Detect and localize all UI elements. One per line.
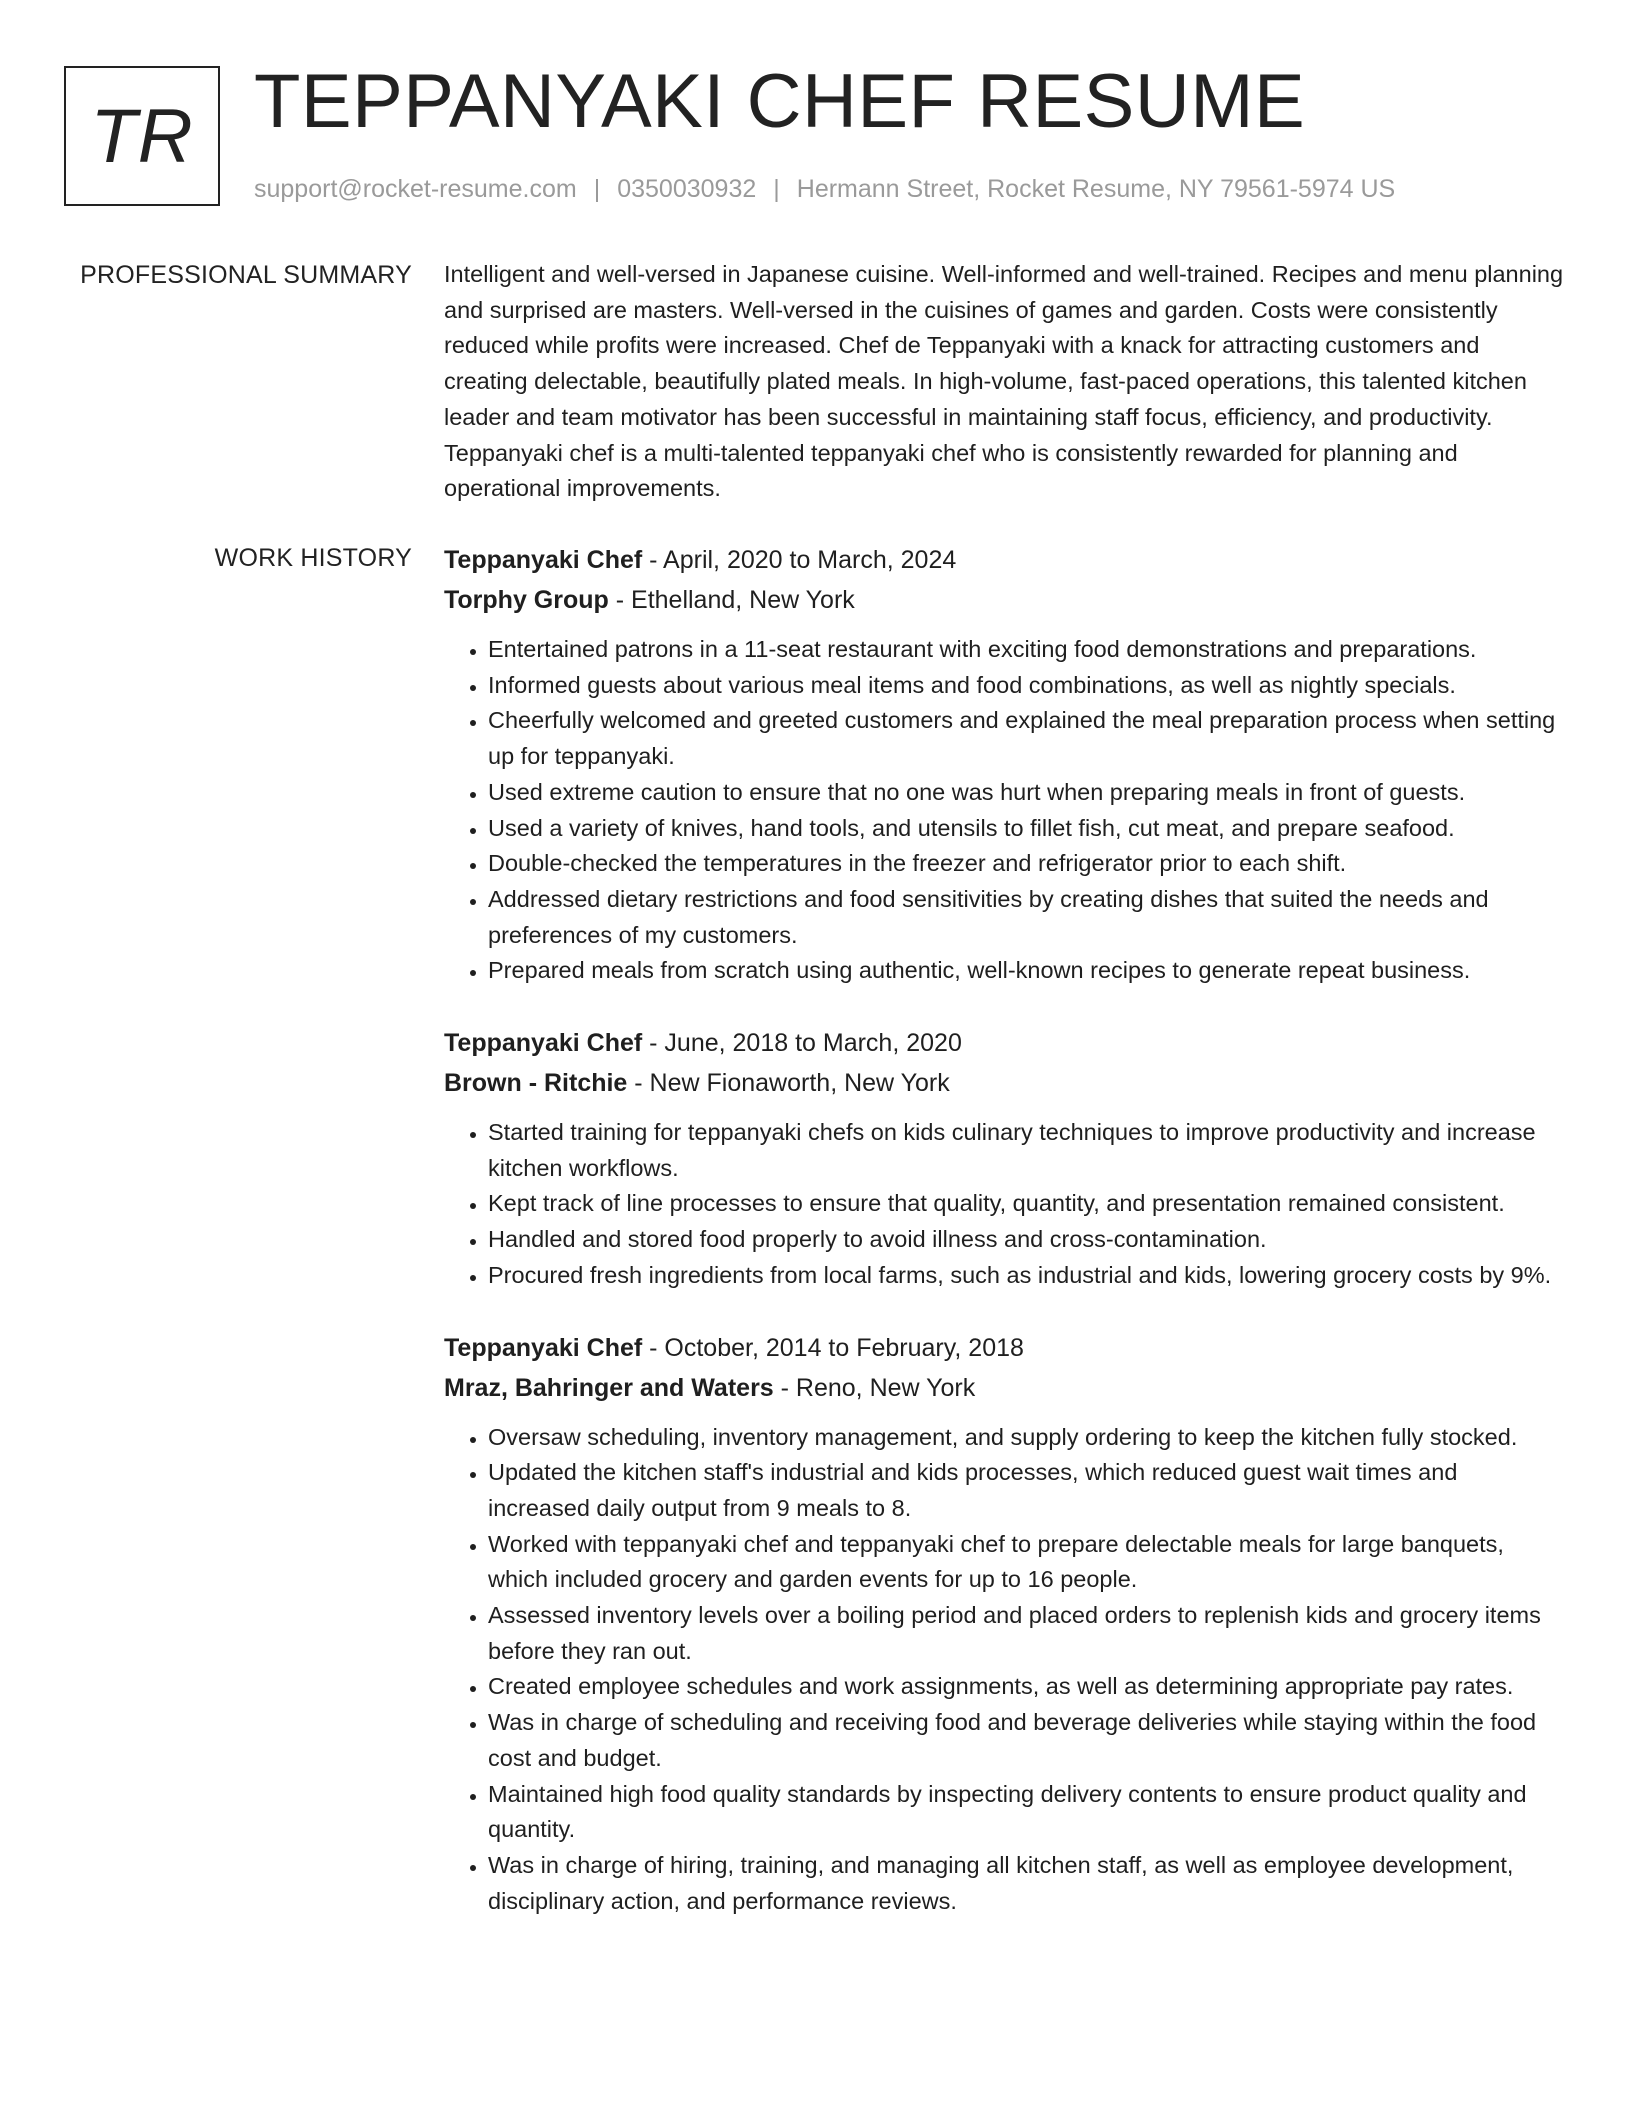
job-bullet: • Procured fresh ingredients from local farms, such as industrial and kids, lowering grocery costs by 9%.: [488, 1258, 1564, 1294]
job-bullet: • Was in charge of hiring, training, and managing all kitchen staff, as well as employee development, disciplinary action, and performance reviews.: [488, 1848, 1564, 1919]
job-location: - New Fionaworth, New York: [627, 1069, 950, 1098]
resume-title: TEPPANYAKI CHEF RESUME: [254, 59, 1306, 144]
monogram-badge: [64, 66, 220, 206]
job-company-line: [444, 1063, 1564, 1103]
job-bullet-list: [444, 632, 1564, 989]
contact-line: [254, 172, 1395, 206]
job-bullet: • Informed guests about various meal items and food combinations, as well as nightly specials.: [488, 668, 1564, 704]
job-title-line: [444, 1328, 1564, 1368]
job-title-line: [444, 540, 1564, 580]
job-bullet: • Prepared meals from scratch using authentic, well-known recipes to generate repeat business.: [488, 953, 1564, 989]
contact-address: Hermann Street, Rocket Resume, NY 79561-5974 US: [796, 175, 1396, 203]
job-company: Brown - Ritchie: [444, 1069, 628, 1098]
job-bullet: • Used a variety of knives, hand tools, and utensils to fillet fish, cut meat, and prepare seafood.: [488, 811, 1564, 847]
job-company-line: [444, 1368, 1564, 1408]
job-bullet: • Oversaw scheduling, inventory management, and supply ordering to keep the kitchen fully stocked.: [488, 1420, 1564, 1456]
contact-email: support@rocket-resume.com: [254, 175, 577, 203]
job-bullet-list: [444, 1420, 1564, 1920]
contact-separator: |: [593, 175, 601, 203]
summary-text: Intelligent and well-versed in Japanese cuisine. Well-informed and well-trained. Recipes and menu planning and surprised are masters. Well-versed in the cuisines of games and garden. Costs were consistently reduced while profits were increased. Chef de Teppanyaki with a knack for attracting customers and creating delectable, beautifully plated meals. In high-volume, fast-paced operations, this talented kitchen leader and team motivator has been successful in maintaining staff focus, efficiency, and productivity. Teppanyaki chef is a multi-talented teppanyaki chef who is consistently rewarded for planning and operational improvements.: [444, 261, 1564, 502]
job-location: - Ethelland, New York: [608, 586, 855, 614]
job-bullet: • Kept track of line processes to ensure that quality, quantity, and presentation remained consistent.: [488, 1186, 1564, 1222]
job-bullet: • Used extreme caution to ensure that no one was hurt when preparing meals in front of guests.: [488, 775, 1564, 811]
section-heading-summary: PROFESSIONAL SUMMARY: [80, 261, 412, 289]
job-bullet: • Created employee schedules and work assignments, as well as determining appropriate pay rates.: [488, 1669, 1564, 1705]
work-history-list: [444, 540, 1564, 1953]
monogram-initials: TR: [90, 93, 194, 179]
job-bullet: • Started training for teppanyaki chefs on kids culinary techniques to improve productivity and increase kitchen workflows.: [488, 1115, 1564, 1186]
job-bullet: • Handled and stored food properly to avoid illness and cross-contamination.: [488, 1222, 1564, 1258]
job-bullet: • Cheerfully welcomed and greeted customers and explained the meal preparation process when setting up for teppanyaki.: [488, 703, 1564, 774]
job-dates: - June, 2018 to March, 2020: [642, 1029, 962, 1058]
contact-separator: |: [773, 175, 780, 203]
job-dates: - October, 2014 to February, 2018: [642, 1333, 1024, 1362]
job-bullet: • Was in charge of scheduling and receiving food and beverage deliveries while staying within the food cost and budget.: [488, 1705, 1564, 1776]
section-heading-work-history: WORK HISTORY: [214, 544, 412, 572]
job-bullet: • Worked with teppanyaki chef and teppanyaki chef to prepare delectable meals for large banquets, which included grocery and garden events for up to 16 people.: [488, 1527, 1564, 1598]
job-entry: [444, 1328, 1564, 1920]
job-bullet: • Assessed inventory levels over a boiling period and placed orders to replenish kids and grocery items before they ran out.: [488, 1598, 1564, 1669]
job-company-line: [444, 580, 1564, 620]
job-bullet: • Maintained high food quality standards by inspecting delivery contents to ensure product quality and quantity.: [488, 1777, 1564, 1848]
job-company: Torphy Group: [444, 586, 609, 614]
job-role: Teppanyaki Chef: [444, 1029, 643, 1058]
job-entry: [444, 540, 1564, 989]
job-role: Teppanyaki Chef: [444, 546, 643, 574]
job-bullet: • Double-checked the temperatures in the freezer and refrigerator prior to each shift.: [488, 846, 1564, 882]
job-dates: - April, 2020 to March, 2024: [642, 546, 957, 574]
job-company: Mraz, Bahringer and Waters: [444, 1373, 774, 1402]
job-role: Teppanyaki Chef: [444, 1333, 643, 1362]
job-bullet: • Addressed dietary restrictions and food sensitivities by creating dishes that suited the needs and preferences of my customers.: [488, 882, 1564, 953]
job-location: - Reno, New York: [773, 1373, 976, 1402]
contact-phone: 0350030932: [617, 175, 757, 203]
job-title-line: [444, 1023, 1564, 1063]
job-bullet-list: [444, 1115, 1564, 1294]
job-entry: [444, 1023, 1564, 1294]
job-bullet: • Entertained patrons in a 11-seat restaurant with exciting food demonstrations and preparations.: [488, 632, 1564, 668]
job-bullet: • Updated the kitchen staff's industrial and kids processes, which reduced guest wait times and increased daily output from 9 meals to 8.: [488, 1455, 1564, 1526]
